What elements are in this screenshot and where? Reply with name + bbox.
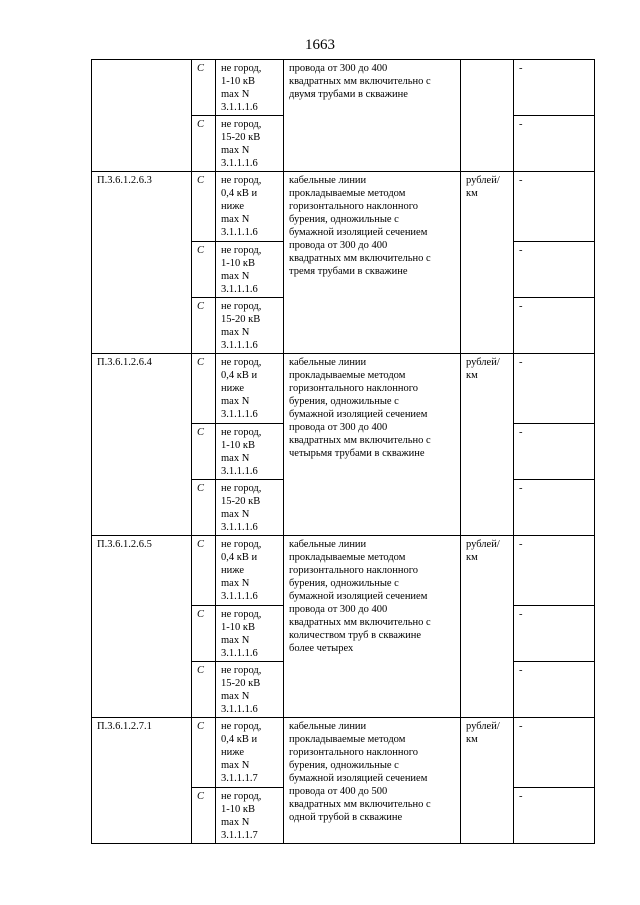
category-cell: С xyxy=(192,242,216,298)
description-line: горизонтального наклонного xyxy=(289,201,419,212)
description-cell xyxy=(284,536,461,718)
category-cell: С xyxy=(192,172,216,242)
territory-line: max N xyxy=(221,453,250,464)
category-cell: С xyxy=(192,662,216,718)
territory-line: 15-20 кВ xyxy=(221,132,261,143)
value-cell: - xyxy=(514,354,595,424)
territory-cell xyxy=(216,116,284,172)
description-cell xyxy=(284,172,461,354)
unit-line: рублей/ xyxy=(466,721,500,732)
territory-line: 1-10 кВ xyxy=(221,76,255,87)
description-line: квадратных мм включительно с xyxy=(289,799,431,810)
description-line: бурения, одножильные с xyxy=(289,214,399,225)
category-cell: С xyxy=(192,60,216,116)
territory-line: 3.1.1.1.6 xyxy=(221,158,258,169)
value-cell: - xyxy=(514,788,595,844)
category-cell: С xyxy=(192,116,216,172)
description-line: тремя трубами в скважине xyxy=(289,266,408,277)
value-cell: - xyxy=(514,60,595,116)
territory-line: ниже xyxy=(221,565,245,576)
item-code-cell: П.3.6.1.2.6.5 xyxy=(92,536,192,718)
territory-line: 15-20 кВ xyxy=(221,678,261,689)
territory-line: не город, xyxy=(221,609,262,620)
description-line: одной трубой в скважине xyxy=(289,812,403,823)
category-cell: С xyxy=(192,718,216,788)
territory-line: 15-20 кВ xyxy=(221,314,261,325)
territory-line: 1-10 кВ xyxy=(221,804,255,815)
territory-line: 3.1.1.1.6 xyxy=(221,284,258,295)
territory-line: не город, xyxy=(221,119,262,130)
page-number: 1663 xyxy=(305,37,335,53)
description-cell xyxy=(284,354,461,536)
territory-cell xyxy=(216,424,284,480)
territory-line: не город, xyxy=(221,721,262,732)
description-line: количеством труб в скважине xyxy=(289,630,422,641)
description-line: четырьмя трубами в скважине xyxy=(289,448,425,459)
table-row xyxy=(92,354,595,424)
unit-cell xyxy=(461,172,514,354)
description-line: провода от 300 до 400 xyxy=(289,604,388,615)
territory-cell xyxy=(216,60,284,116)
territory-cell xyxy=(216,718,284,788)
category-cell: С xyxy=(192,536,216,606)
description-line: горизонтального наклонного xyxy=(289,565,419,576)
value-cell: - xyxy=(514,718,595,788)
value-cell: - xyxy=(514,172,595,242)
unit-line: км xyxy=(466,552,478,563)
description-line: бурения, одножильные с xyxy=(289,578,399,589)
description-line: бумажной изоляцией сечением xyxy=(289,409,428,420)
territory-line: 3.1.1.1.6 xyxy=(221,648,258,659)
territory-line: 3.1.1.1.6 xyxy=(221,409,258,420)
territory-cell xyxy=(216,354,284,424)
table-row xyxy=(92,536,595,606)
unit-cell xyxy=(461,718,514,844)
value-cell: - xyxy=(514,480,595,536)
unit-line: рублей/ xyxy=(466,357,500,368)
territory-line: 0,4 кВ и xyxy=(221,188,258,199)
tariff-table-body xyxy=(92,60,595,844)
territory-line: не город, xyxy=(221,357,262,368)
table-row xyxy=(92,172,595,242)
category-cell: С xyxy=(192,606,216,662)
territory-line: 3.1.1.1.6 xyxy=(221,522,258,533)
category-cell: С xyxy=(192,480,216,536)
territory-line: max N xyxy=(221,509,250,520)
territory-line: max N xyxy=(221,89,250,100)
unit-line: рублей/ xyxy=(466,175,500,186)
territory-cell xyxy=(216,536,284,606)
description-line: провода от 400 до 500 xyxy=(289,786,388,797)
value-cell: - xyxy=(514,662,595,718)
territory-cell xyxy=(216,788,284,844)
territory-line: ниже xyxy=(221,747,245,758)
unit-line: км xyxy=(466,188,478,199)
value-cell: - xyxy=(514,606,595,662)
description-line: квадратных мм включительно с xyxy=(289,76,431,87)
description-line: горизонтального наклонного xyxy=(289,747,419,758)
territory-line: не город, xyxy=(221,245,262,256)
description-cell xyxy=(284,718,461,844)
territory-line: 3.1.1.1.7 xyxy=(221,773,258,784)
description-line: бурения, одножильные с xyxy=(289,396,399,407)
territory-line: 3.1.1.1.6 xyxy=(221,704,258,715)
value-cell: - xyxy=(514,536,595,606)
description-line: кабельные линии xyxy=(289,539,367,550)
description-line: прокладываемые методом xyxy=(289,370,406,381)
territory-line: 3.1.1.1.6 xyxy=(221,591,258,602)
value-cell: - xyxy=(514,298,595,354)
category-cell: С xyxy=(192,424,216,480)
territory-cell xyxy=(216,480,284,536)
description-line: кабельные линии xyxy=(289,357,367,368)
value-cell: - xyxy=(514,116,595,172)
territory-line: max N xyxy=(221,691,250,702)
territory-line: не город, xyxy=(221,427,262,438)
unit-line: км xyxy=(466,734,478,745)
item-code-cell: П.3.6.1.2.6.4 xyxy=(92,354,192,536)
territory-line: не город, xyxy=(221,175,262,186)
territory-line: 3.1.1.1.7 xyxy=(221,830,258,841)
territory-line: не город, xyxy=(221,63,262,74)
territory-line: 1-10 кВ xyxy=(221,258,255,269)
territory-line: не город, xyxy=(221,301,262,312)
unit-line: рублей/ xyxy=(466,539,500,550)
territory-line: 1-10 кВ xyxy=(221,622,255,633)
territory-line: max N xyxy=(221,578,250,589)
territory-cell xyxy=(216,242,284,298)
territory-cell xyxy=(216,298,284,354)
description-line: бумажной изоляцией сечением xyxy=(289,591,428,602)
description-line: провода от 300 до 400 xyxy=(289,240,388,251)
description-line: прокладываемые методом xyxy=(289,734,406,745)
description-line: провода от 300 до 400 xyxy=(289,63,388,74)
description-line: квадратных мм включительно с xyxy=(289,617,431,628)
territory-line: 0,4 кВ и xyxy=(221,734,258,745)
description-line: кабельные линии xyxy=(289,175,367,186)
description-cell xyxy=(284,60,461,172)
territory-line: 0,4 кВ и xyxy=(221,370,258,381)
territory-line: max N xyxy=(221,396,250,407)
territory-line: 3.1.1.1.6 xyxy=(221,340,258,351)
territory-line: ниже xyxy=(221,383,245,394)
category-cell: С xyxy=(192,298,216,354)
territory-line: не город, xyxy=(221,483,262,494)
value-cell: - xyxy=(514,242,595,298)
unit-line: км xyxy=(466,370,478,381)
description-line: двумя трубами в скважине xyxy=(289,89,408,100)
description-line: бумажной изоляцией сечением xyxy=(289,227,428,238)
territory-line: 1-10 кВ xyxy=(221,440,255,451)
territory-line: не город, xyxy=(221,539,262,550)
table-row xyxy=(92,718,595,788)
territory-cell xyxy=(216,606,284,662)
description-line: кабельные линии xyxy=(289,721,367,732)
territory-line: max N xyxy=(221,145,250,156)
territory-line: max N xyxy=(221,327,250,338)
territory-line: max N xyxy=(221,817,250,828)
territory-line: max N xyxy=(221,271,250,282)
territory-line: max N xyxy=(221,760,250,771)
description-line: квадратных мм включительно с xyxy=(289,253,431,264)
category-cell: С xyxy=(192,354,216,424)
territory-line: 15-20 кВ xyxy=(221,496,261,507)
category-cell: С xyxy=(192,788,216,844)
item-code-cell xyxy=(92,60,192,172)
territory-line: max N xyxy=(221,214,250,225)
description-line: квадратных мм включительно с xyxy=(289,435,431,446)
description-line: провода от 300 до 400 xyxy=(289,422,388,433)
territory-line: не город, xyxy=(221,665,262,676)
territory-line: 3.1.1.1.6 xyxy=(221,466,258,477)
item-code-cell: П.3.6.1.2.6.3 xyxy=(92,172,192,354)
description-line: бурения, одножильные с xyxy=(289,760,399,771)
territory-line: не город, xyxy=(221,791,262,802)
description-line: более четырех xyxy=(289,643,354,654)
territory-line: 0,4 кВ и xyxy=(221,552,258,563)
description-line: горизонтального наклонного xyxy=(289,383,419,394)
territory-line: 3.1.1.1.6 xyxy=(221,102,258,113)
territory-cell xyxy=(216,662,284,718)
unit-cell xyxy=(461,60,514,172)
description-line: прокладываемые методом xyxy=(289,188,406,199)
territory-line: 3.1.1.1.6 xyxy=(221,227,258,238)
territory-line: max N xyxy=(221,635,250,646)
unit-cell xyxy=(461,536,514,718)
unit-cell xyxy=(461,354,514,536)
tariff-table xyxy=(91,59,595,844)
value-cell: - xyxy=(514,424,595,480)
territory-cell xyxy=(216,172,284,242)
description-line: бумажной изоляцией сечением xyxy=(289,773,428,784)
description-line: прокладываемые методом xyxy=(289,552,406,563)
table-row xyxy=(92,60,595,116)
item-code-cell: П.3.6.1.2.7.1 xyxy=(92,718,192,844)
territory-line: ниже xyxy=(221,201,245,212)
